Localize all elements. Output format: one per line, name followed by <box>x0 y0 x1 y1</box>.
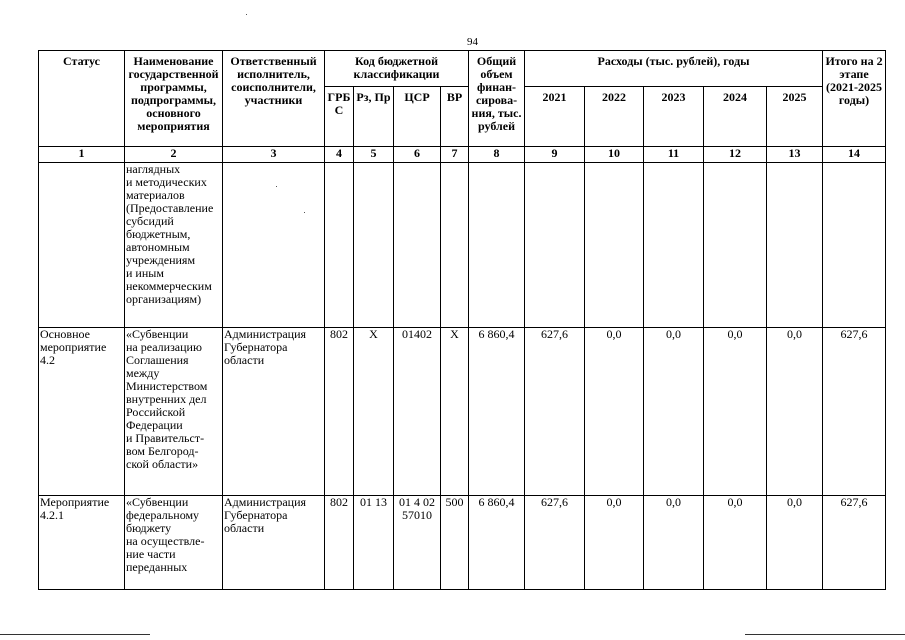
row-name: «Субвенции федеральному бюджету на осуществле- ние части переданных <box>125 496 223 590</box>
header-name: Наименование государственной программы, подпрограммы, основного мероприятия <box>125 51 223 147</box>
column-number: 14 <box>823 147 886 163</box>
row-2021 <box>525 163 585 328</box>
column-number: 6 <box>394 147 441 163</box>
column-number: 13 <box>767 147 823 163</box>
header-year-2021: 2021 <box>525 87 585 147</box>
row-2022: 0,0 <box>585 328 644 496</box>
row-2024 <box>704 163 767 328</box>
row-2022: 0,0 <box>585 496 644 590</box>
header-stage-total: Итого на 2 этапе (2021-2025 годы) <box>823 51 886 147</box>
header-row-1 <box>39 51 886 87</box>
row-2024: 0,0 <box>704 328 767 496</box>
row-status <box>39 163 125 328</box>
row-csr <box>394 163 441 328</box>
header-year-2024: 2024 <box>704 87 767 147</box>
row-grbs: 802 <box>325 496 354 590</box>
row-csr: 01 4 02 57010 <box>394 496 441 590</box>
row-2024: 0,0 <box>704 496 767 590</box>
row-rzpr: Х <box>354 328 394 496</box>
row-csr: 01402 <box>394 328 441 496</box>
row-status: Основное мероприятие 4.2 <box>39 328 125 496</box>
row-2025: 0,0 <box>767 496 823 590</box>
row-2021: 627,6 <box>525 496 585 590</box>
page-number: 94 <box>467 36 478 48</box>
row-total <box>469 163 525 328</box>
row-grbs <box>325 163 354 328</box>
header-year-2025: 2025 <box>767 87 823 147</box>
header-year-2022: 2022 <box>585 87 644 147</box>
column-number: 2 <box>125 147 223 163</box>
column-number-row <box>39 147 886 163</box>
row-2023: 0,0 <box>644 496 704 590</box>
header-status: Статус <box>39 51 125 147</box>
row-total: 6 860,4 <box>469 496 525 590</box>
row-2025: 0,0 <box>767 328 823 496</box>
column-number: 5 <box>354 147 394 163</box>
row-2021: 627,6 <box>525 328 585 496</box>
scan-edge-line <box>0 634 150 635</box>
header-responsible: Ответственный исполнитель, соисполнители, участники <box>223 51 325 147</box>
header-year-2023: 2023 <box>644 87 704 147</box>
scan-edge-line <box>745 634 905 635</box>
row-2023: 0,0 <box>644 328 704 496</box>
row-vr: Х <box>441 328 469 496</box>
row-responsible <box>223 163 325 328</box>
column-number: 1 <box>39 147 125 163</box>
row-2025 <box>767 163 823 328</box>
row-vr <box>441 163 469 328</box>
header-grbs: ГРБ С <box>325 87 354 147</box>
row-stage-total: 627,6 <box>823 496 886 590</box>
column-number: 10 <box>585 147 644 163</box>
column-number: 8 <box>469 147 525 163</box>
table-row <box>39 328 886 496</box>
header-csr: ЦСР <box>394 87 441 147</box>
row-total: 6 860,4 <box>469 328 525 496</box>
column-number: 7 <box>441 147 469 163</box>
header-budget-code: Код бюджетной классификации <box>325 51 469 87</box>
column-number: 11 <box>644 147 704 163</box>
row-stage-total: 627,6 <box>823 328 886 496</box>
header-total-volume: Общий объем финан-сирова-ния, тыс. рублей <box>469 51 525 147</box>
header-expenses: Расходы (тыс. рублей), годы <box>525 51 823 87</box>
row-stage-total <box>823 163 886 328</box>
scan-speck <box>304 212 305 213</box>
row-vr: 500 <box>441 496 469 590</box>
row-responsible: Администрация Губернатора области <box>223 328 325 496</box>
column-number: 9 <box>525 147 585 163</box>
row-2023 <box>644 163 704 328</box>
budget-table <box>38 50 886 590</box>
row-status: Мероприятие 4.2.1 <box>39 496 125 590</box>
column-number: 12 <box>704 147 767 163</box>
row-responsible: Администрация Губернатора области <box>223 496 325 590</box>
row-rzpr: 01 13 <box>354 496 394 590</box>
column-number: 4 <box>325 147 354 163</box>
scan-speck <box>246 14 247 15</box>
row-name: наглядных и методических материалов (Предоставление субсидий бюджетным, автономным учреждениям и иным некоммерческим организациям) <box>125 163 223 328</box>
header-vr: ВР <box>441 87 469 147</box>
scan-speck <box>276 186 277 187</box>
row-2022 <box>585 163 644 328</box>
header-rzpr: Рз, Пр <box>354 87 394 147</box>
row-name: «Субвенции на реализацию Соглашения между Министерством внутренних дел Российской Федерации и Правительст- вом Белгород- ской области» <box>125 328 223 496</box>
row-grbs: 802 <box>325 328 354 496</box>
column-number: 3 <box>223 147 325 163</box>
table-row <box>39 496 886 590</box>
table-row <box>39 163 886 328</box>
row-rzpr <box>354 163 394 328</box>
